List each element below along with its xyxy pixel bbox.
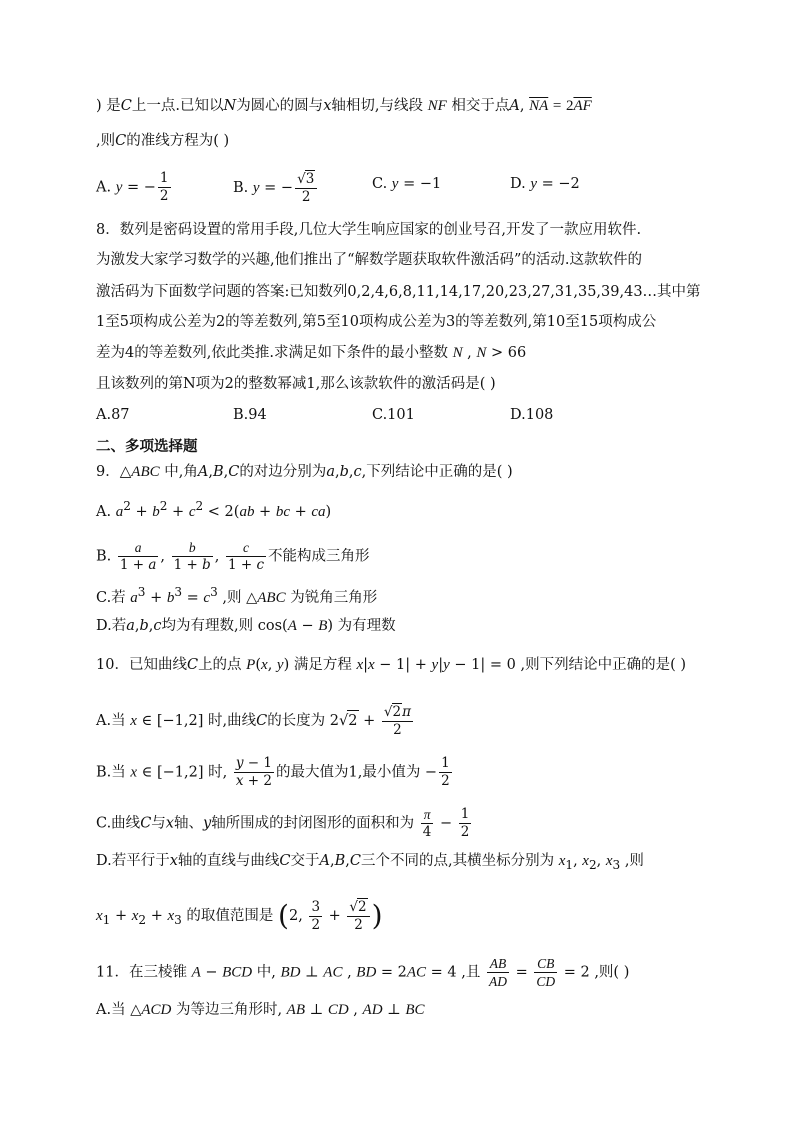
q8-option-c: C.101 [372, 407, 415, 423]
q9-option-b: B. $\frac{a}{1 + a}$ , $\frac{b}{1 + b}$ , $\frac{c}{1 + c}$ 不能构成三角形 [96, 540, 370, 573]
q8-line4: 1至5项构成公差为2的等差数列,第5至10项构成公差为3的等差数列,第10至15项构成公 [96, 314, 657, 330]
q9-stem: 9．△ABC 中,角A,B,C的对边分别为a,b,c,下列结论中正确的是( ) [96, 464, 513, 480]
q8-option-a: A.87 [96, 407, 130, 423]
q7-option-d: D. y = −2 [510, 176, 580, 192]
q7-option-a: A. y = − $\frac{1}{2}$ [96, 170, 169, 204]
q8-line1: 8．数列是密码设置的常用手段,几位大学生响应国家的创业号召,开发了一款应用软件. [96, 222, 642, 238]
q8-option-d: D.108 [510, 407, 554, 423]
q11-stem: 11．在三棱锥 A − BCD 中, BD ⊥ AC , BD = 2AC = 4 ,且 $\frac{AB}{AD}$ = $\frac{CB}{CD}$ = 2 ,则( ) [96, 956, 630, 989]
q8-line6: 且该数列的第N项为2的整数幂减1,那么该款软件的激活码是( ) [96, 376, 496, 392]
q10-option-a: A.当 x ∈ [−1,2] 时,曲线C的长度为 2√2 + $\frac{√2\pi}{2}$ [96, 704, 411, 738]
q7-option-c: C. y = −1 [372, 176, 442, 192]
q8-line2: 为激发大家学习数学的兴趣,他们推出了“解数学题获取软件激活码”的活动.这款软件的 [96, 252, 643, 268]
q10-stem: 10．已知曲线C上的点 P(x, y) 满足方程 x|x − 1| + y|y − 1| = 0 ,则下列结论中正确的是( ) [96, 657, 686, 673]
q10-option-d-line1: D.若平行于x轴的直线与曲线C交于A,B,C三个不同的点,其横坐标分别为 $x_1$, $x_2$, $x_3$ ,则 [96, 853, 644, 872]
q10-option-c: C.曲线C与x轴、y轴所围成的封闭图形的面积和为 $\frac{\pi}{4}$ − $\frac{1}{2}$ [96, 806, 470, 840]
section-title: 二、多项选择题 [96, 439, 198, 455]
q8-line5: 差为4的等差数列,依此类推.求满足如下条件的最小整数 N , N > 66 [96, 345, 527, 361]
q7-option-b: B. y = − $\frac{√3}{2}$ [233, 170, 319, 206]
q7-line1: ) 是C上一点.已知以N为圆心的圆与x轴相切,与线段 NF 相交于点A, $\overline{NA} = 2\overline{AF}$ [96, 98, 592, 114]
q9-option-c: C.若 $a^3 + b^3 = c^3$ ,则 △ABC 为锐角三角形 [96, 585, 378, 606]
q11-option-a: A.当 △ACD 为等边三角形时, AB ⊥ CD , AD ⊥ BC [96, 1002, 425, 1018]
q8-line3: 激活码为下面数学问题的答案:已知数列0,2,4,6,8,11,14,17,20,23,27,31,35,39,43…其中第 [96, 284, 701, 300]
q7-line2: ,则C的准线方程为( ) [96, 133, 230, 149]
q8-option-b: B.94 [233, 407, 267, 423]
q9-option-a: A. $a^2 + b^2 + c^2 < 2(ab$ + bc + ca) [96, 499, 332, 520]
q10-option-b: B.当 x ∈ [−1,2] 时, $\frac{y - 1}{x + 2}$ 的最大值为1,最小值为 − $\frac{1}{2}$ [96, 755, 450, 789]
q10-option-d-line2: $x_1 + x_2 + x_3$ 的取值范围是 (2, $\frac{3}{2}$ + $\frac{√2}{2}$ ) [96, 898, 383, 933]
q9-option-d: D.若a,b,c均为有理数,则 cos(A − B) 为有理数 [96, 618, 396, 634]
